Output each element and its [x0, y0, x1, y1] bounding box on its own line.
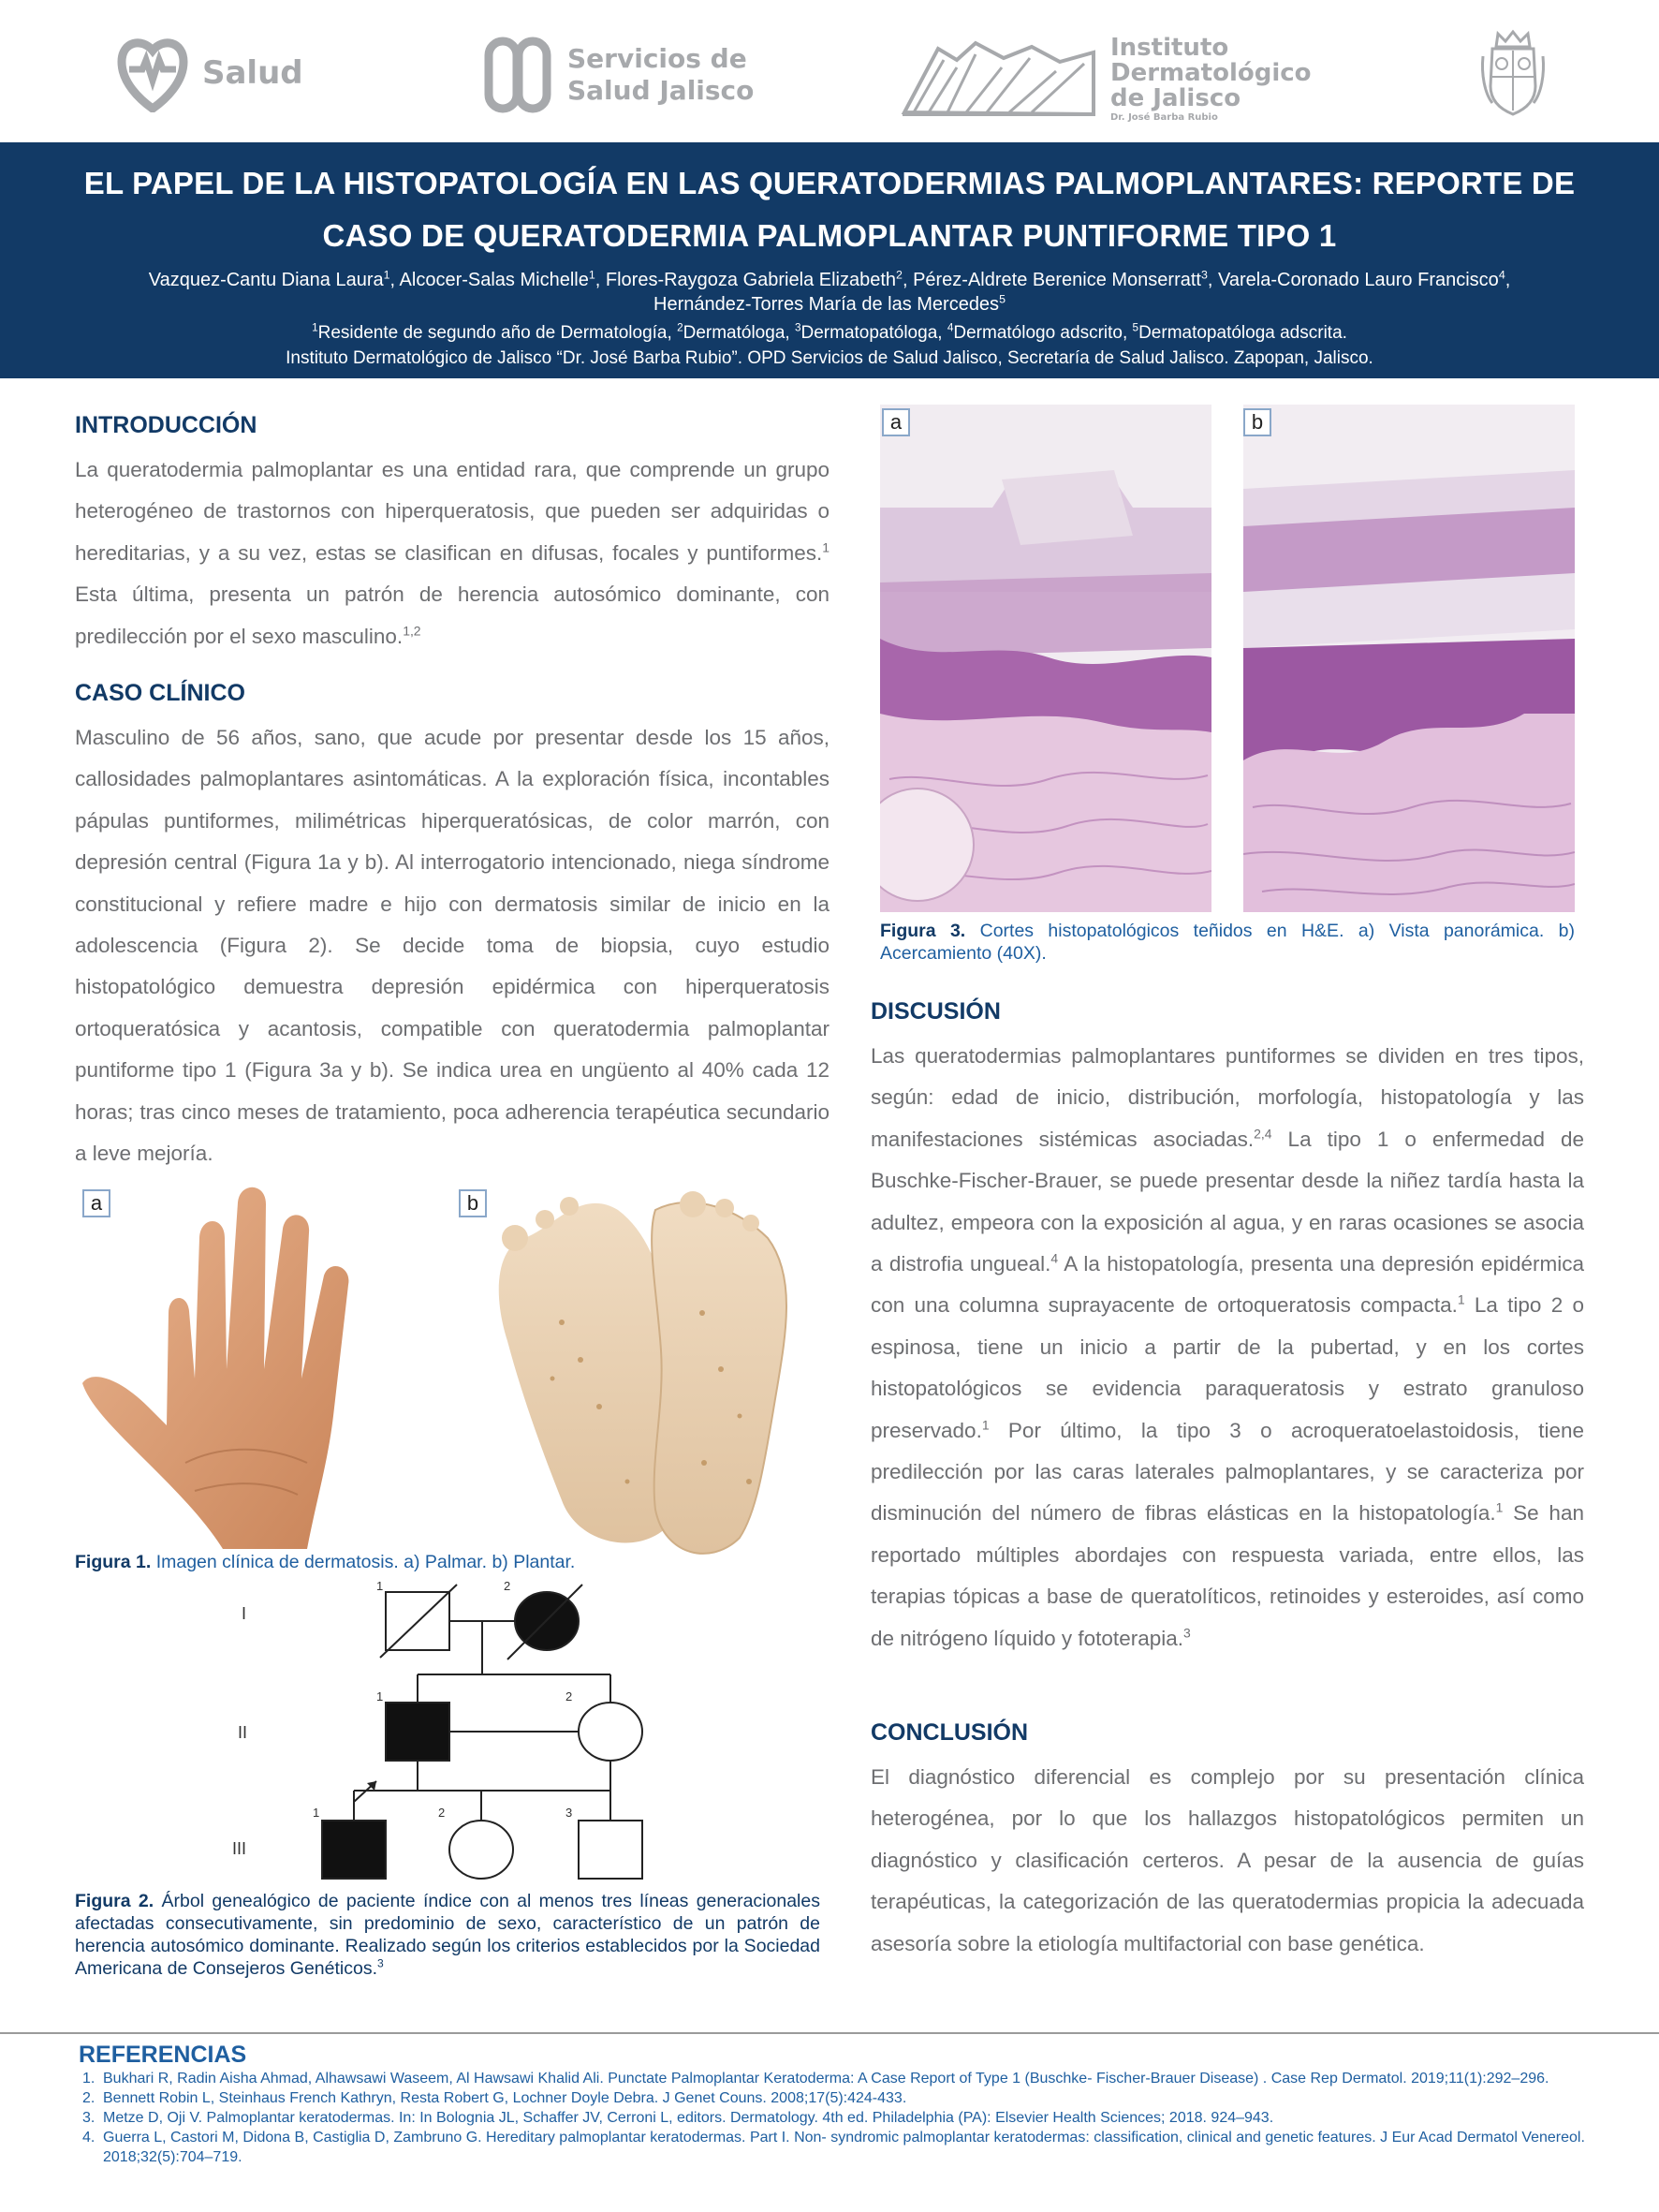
- salud-emblem-icon: [114, 34, 191, 112]
- author: Flores-Raygoza Gabriela Elizabeth: [605, 270, 897, 290]
- references-heading: REFERENCIAS: [79, 2042, 247, 2068]
- author-sep: ,: [1505, 270, 1511, 290]
- author: Alcocer-Salas Michelle: [399, 270, 589, 290]
- figure-3a-histology-photo: [880, 405, 1211, 912]
- author-sup: 4: [1498, 268, 1505, 282]
- citation-sup: 3: [1182, 1625, 1191, 1641]
- histology-closeup: [1243, 405, 1575, 912]
- pedigree-female-II2: [579, 1703, 642, 1761]
- servicios-emblem-icon: [483, 36, 554, 114]
- discussion-heading: DISCUSIÓN: [871, 998, 1001, 1025]
- instituto-text-1: Instituto: [1110, 34, 1229, 62]
- pedigree-male-II1-affected: [386, 1703, 449, 1761]
- reference-number: 2.: [82, 2090, 95, 2106]
- instituto-text-2: Dermatológico: [1110, 59, 1312, 87]
- reference-item: [82, 2069, 1590, 2088]
- id-III1: 1: [313, 1806, 320, 1820]
- title-line-2: CASO DE QUERATODERMIA PALMOPLANTAR PUNTIFORME TIPO 1: [322, 218, 1337, 253]
- palm-illustration: [82, 1182, 391, 1549]
- id-III3: 3: [565, 1806, 573, 1820]
- affil-sup: 5: [1132, 321, 1139, 334]
- author-sup: 1: [383, 268, 390, 282]
- figure-1a-palm-photo: [82, 1182, 391, 1549]
- reference-number: 1.: [82, 2071, 95, 2087]
- intro-text-1: La queratodermia palmoplantar es una entidad rara, que comprende un grupo heterogéneo de trastornos con hiperqueratosis, que pueden ser adquiridas o hereditarias, y a su vez, estas se clasifican en difusas, focales y puntiformes.: [75, 458, 830, 565]
- figure-2-caption-text: Árbol genealógico de paciente índice con al menos tres líneas generacionales afectadas consecutivamente, sin predominio de sexo, característico de un patrón de herencia autosómico dominante. Realizado según los criterios establecidos por la Sociedad Americana de Consejeros Genéticos.: [75, 1891, 820, 1979]
- reference-item: [82, 2088, 1590, 2108]
- reference-item: [82, 2128, 1590, 2167]
- discussion-text: Se han reportado múltiples abordajes con respuesta variada, entre ellos, las terapias tópicas a base de queratolíticos, retinoides y esteroides, así como de nitrógeno líquido y fototerapia.: [871, 1501, 1584, 1650]
- figure-2-caption: [75, 1890, 820, 1980]
- author-sup: 3: [1200, 268, 1208, 282]
- logo-strip: [0, 0, 1659, 142]
- figure-1-badge-a: a: [82, 1189, 110, 1217]
- affil-text: Dermatopatóloga,: [800, 323, 947, 343]
- citation-sup: 3: [377, 1956, 384, 1970]
- figure-3-caption-text: Cortes histopatológicos teñidos en H&E. a) Vista panorámica. b) Acercamiento (40X).: [880, 921, 1575, 964]
- references-divider: [0, 2032, 1659, 2034]
- title-line-1: EL PAPEL DE LA HISTOPATOLOGÍA EN LAS QUERATODERMIAS PALMOPLANTARES: REPORTE DE: [83, 166, 1576, 200]
- intro-paragraph: [75, 450, 830, 657]
- affil-sup: 3: [794, 321, 801, 334]
- salud-logo: [114, 34, 303, 112]
- pedigree-chart: [75, 1573, 843, 1882]
- servicios-logo: [483, 36, 754, 114]
- citation-sup: 1: [822, 539, 830, 555]
- id-III2: 2: [438, 1806, 446, 1820]
- references-list: [82, 2069, 1590, 2167]
- case-heading: CASO CLÍNICO: [75, 680, 245, 706]
- affil-sup: 4: [947, 321, 954, 334]
- servicios-text-2: Salud Jalisco: [567, 75, 755, 106]
- instituto-text-4: Dr. José Barba Rubio: [1110, 112, 1218, 123]
- affil-text: Residente de segundo año de Dermatología,: [317, 323, 678, 343]
- discussion-text: La tipo 1 o enfermedad de Buschke-Fischer-Brauer, se puede presentar desde la niñez tardía hasta la adultez, empeora con la exposición al agua, y en raras ocasiones se asocia a distrofia ungueal.: [871, 1127, 1584, 1276]
- intro-heading: INTRODUCCIÓN: [75, 412, 257, 438]
- citation-sup: 4: [1050, 1250, 1059, 1266]
- gen-label-III: III: [232, 1839, 247, 1858]
- figure-3-caption: [880, 920, 1575, 965]
- instituto-logo: [901, 36, 1312, 125]
- salud-logo-text: Salud: [202, 54, 303, 92]
- instituto-text-3: de Jalisco: [1110, 84, 1241, 112]
- figure-1-caption-text: Imagen clínica de dermatosis. a) Palmar. b) Plantar.: [151, 1552, 576, 1572]
- author-sup: 1: [588, 268, 595, 282]
- figure-3-badge-a: a: [882, 408, 910, 436]
- author-sup: 2: [896, 268, 903, 282]
- citation-sup: 1: [1457, 1291, 1465, 1307]
- jalisco-crest-logo: [1479, 28, 1547, 116]
- id-II2: 2: [565, 1689, 573, 1703]
- citation-sup: 1: [981, 1417, 990, 1433]
- reference-text: Bennett Robin L, Steinhaus French Kathryn, Resta Robert G, Lochner Doyle Debra. J Genet Couns. 2008;17(5):424-433.: [103, 2090, 907, 2106]
- discussion-text: La tipo 2 o espinosa, tiene un inicio a partir de la pubertad, y en los cortes histopatológicos se evidencia paraqueratosis y estrato granuloso preservado.: [871, 1293, 1584, 1442]
- case-paragraph: Masculino de 56 años, sano, que acude por presentar desde los 15 años, callosidades palmoplantares asintomáticas. A la exploración física, incontables pápulas puntiformes, milimétricas hiperqueratósicas, de color marrón, con depresión central (Figura 1a y b). Al interrogatorio intencionado, niega síndrome constitucional y refiere madre e hijo con dermatosis similar de inicio en la adolescencia (Figura 2). Se decide toma de biopsia, cuyo estudio histopatológico demuestra depresión epidérmica con hiperqueratosis ortoqueratósica y acantosis, compatible con queratodermia palmoplantar puntiforme tipo 1 (Figura 3a y b). Se indica urea en ungüento al 40% cada 12 horas; tras cinco meses de tratamiento, poca adherencia terapéutica secundario a leve mejoría.: [75, 726, 830, 1166]
- discussion-paragraph: [871, 1036, 1584, 1659]
- author-sep: ,: [1207, 270, 1219, 290]
- figure-1b-sole-photo: [459, 1182, 833, 1558]
- authors: [0, 268, 1659, 317]
- figure-3b-histology-photo: [1243, 405, 1575, 912]
- soles-illustration: [459, 1182, 833, 1558]
- affiliations: [0, 320, 1659, 346]
- institution: Instituto Dermatológico de Jalisco “Dr. José Barba Rubio”. OPD Servicios de Salud Jalisco, Secretaría de Salud Jalisco. Zapopan, Jalisco.: [286, 348, 1373, 368]
- reference-item: [82, 2108, 1590, 2128]
- affil-sup: 1: [312, 321, 318, 334]
- reference-number: 4.: [82, 2130, 95, 2146]
- servicios-text-1: Servicios de: [567, 43, 747, 74]
- author: Hernández-Torres María de las Mercedes: [653, 294, 1000, 315]
- title-banner: [0, 142, 1659, 378]
- author-sep: ,: [902, 270, 914, 290]
- discussion-text: Por último, la tipo 3 o acroqueratoelastoidosis, tiene predilección por las caras laterales palmoplantares, y se caracteriza por disminución del número de fibras elásticas en la histopatología.: [871, 1418, 1584, 1526]
- id-II1: 1: [376, 1689, 384, 1703]
- gen-label-I: I: [242, 1604, 247, 1623]
- pedigree-male-III3: [579, 1821, 642, 1879]
- figure-3-label: Figura 3.: [880, 921, 966, 941]
- conclusion-paragraph: El diagnóstico diferencial es complejo por su presentación clínica heterogénea, por lo que los hallazgos histopatológicos permiten un diagnóstico y clasificación certeros. A pesar de la ausencia de guías terapéuticas, la categorización de las queratodermias propicia la adecuada asesoría sobre la etiología multifactorial con base genética.: [871, 1765, 1584, 1955]
- author-sup: 5: [999, 292, 1006, 306]
- poster-title: [0, 142, 1659, 262]
- figure-1-caption: [75, 1551, 843, 1573]
- figure-3-badge-b: b: [1243, 408, 1271, 436]
- gen-label-II: II: [238, 1723, 248, 1742]
- citation-sup: 2,4: [1254, 1126, 1272, 1142]
- figure-2-label: Figura 2.: [75, 1891, 154, 1911]
- author-sep: ,: [389, 270, 400, 290]
- id-I1: 1: [376, 1579, 384, 1593]
- affil-text: Dermatóloga,: [683, 323, 795, 343]
- author-sep: ,: [595, 270, 606, 290]
- intro-text-2: Esta última, presenta un patrón de herencia autosómico dominante, con predilección por el sexo masculino.: [75, 582, 830, 648]
- conclusion-heading: CONCLUSIÓN: [871, 1719, 1029, 1746]
- crest-icon: [1479, 28, 1547, 116]
- discussion-text: A la histopatología, presenta una depresión epidérmica con una columna suprayacente de ortoqueratosis compacta.: [871, 1252, 1584, 1318]
- pedigree-male-III1-proband: [322, 1821, 386, 1879]
- instituto-emblem-icon: [901, 39, 1097, 122]
- citation-sup: 1,2: [403, 623, 421, 639]
- figure-1-label: Figura 1.: [75, 1552, 152, 1572]
- affil-text: Dermatopatóloga adscrita.: [1138, 323, 1347, 343]
- author: Varela-Coronado Lauro Francisco: [1218, 270, 1499, 290]
- id-I2: 2: [504, 1579, 511, 1593]
- authors-line-1: [19, 268, 1640, 292]
- reference-text: Metze D, Oji V. Palmoplantar keratodermas. In: In Bolognia JL, Schaffer JV, Cerroni L, editors. Dermatology. 4th ed. Philadelphia (PA): Elsevier Health Sciences; 2018. 924–943.: [103, 2110, 1274, 2126]
- affil-sup: 2: [677, 321, 683, 334]
- author: Vazquez-Cantu Diana Laura: [148, 270, 384, 290]
- figure-1-badge-b: b: [459, 1189, 487, 1217]
- discussion-text: Las queratodermias palmoplantares puntiformes se dividen en tres tipos, según: edad de inicio, distribución, morfología, histopatología y las manifestaciones sistémicas asociadas.: [871, 1044, 1584, 1151]
- citation-sup: 1: [1495, 1499, 1504, 1515]
- reference-number: 3.: [82, 2110, 95, 2126]
- pedigree-female-III2: [449, 1821, 513, 1879]
- reference-text: Bukhari R, Radin Aisha Ahmad, Alhawsawi Waseem, Al Hawsawi Khalid Ali. Punctate Palmoplantar Keratoderma: A Case Report of Type 1 (Buschke- Fischer-Brauer Disease) . Case Rep Dermatol. 2019;11(1):292–296.: [103, 2071, 1549, 2087]
- authors-line-2: [19, 292, 1640, 317]
- reference-text: Guerra L, Castori M, Didona B, Castiglia D, Zambruno G. Hereditary palmoplantar keratodermas. Part I. Non- syndromic palmoplantar keratodermas: classification, clinical and genetic features. J Eur Acad Dermatol Venereol. 2018;32(5):704–719.: [103, 2130, 1585, 2165]
- author: Pérez-Aldrete Berenice Monserratt: [913, 270, 1201, 290]
- affil-text: Dermatólogo adscrito,: [953, 323, 1133, 343]
- histology-panoramic: [880, 405, 1211, 912]
